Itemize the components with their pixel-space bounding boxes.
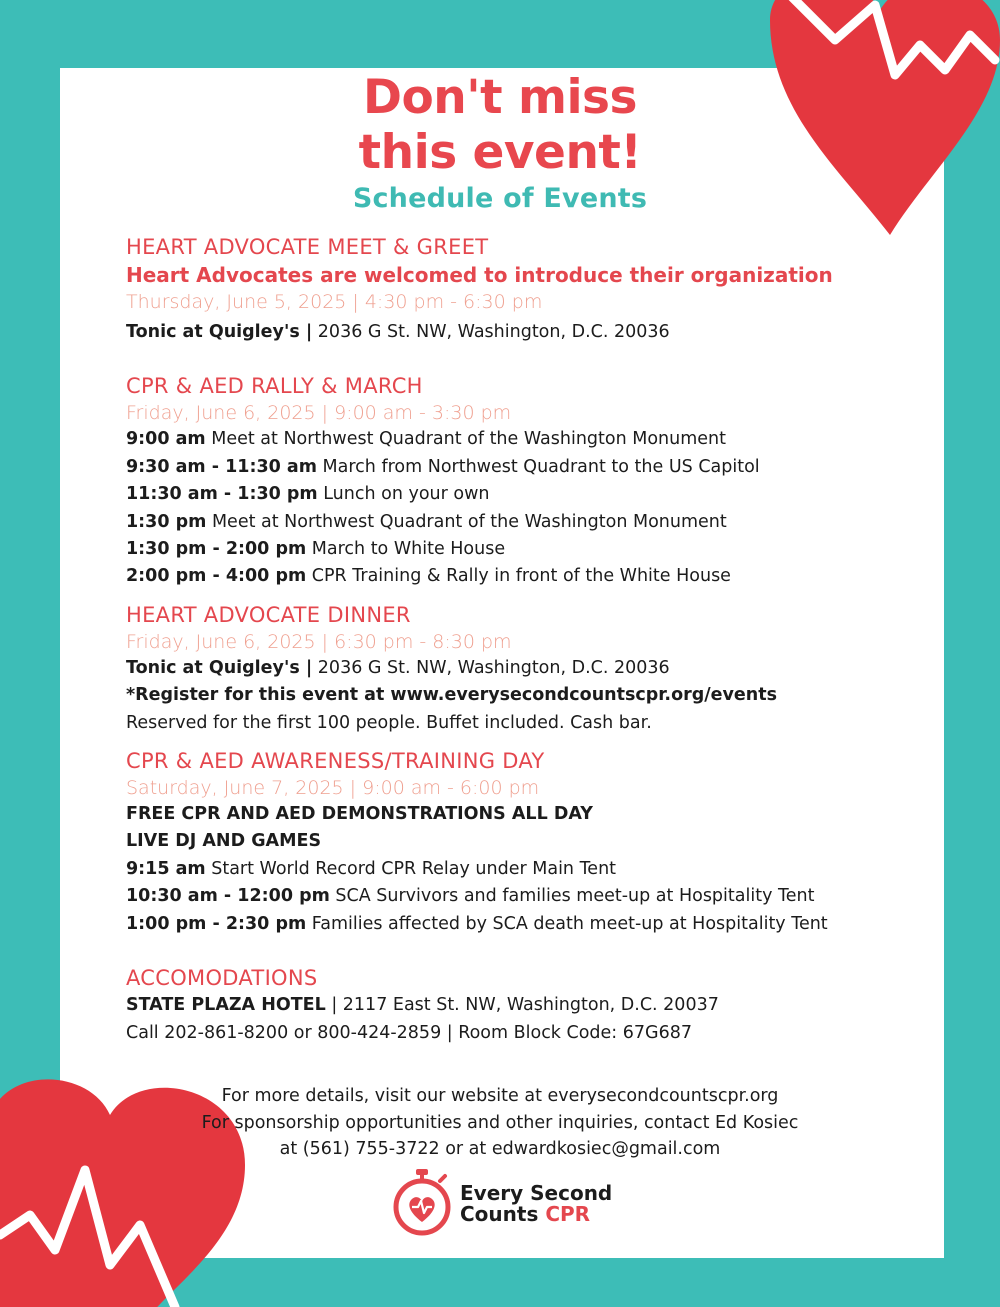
venue-line <box>126 655 866 682</box>
footer-website-line[interactable]: For more details, visit our website at everysecondcountscpr.org <box>221 1086 779 1106</box>
item-text: Meet at Northwest Quadrant of the Washington Monument <box>205 429 727 450</box>
phone-line: Call 202-861-8200 or 800-424-2859 | Room Block Code: 67G687 <box>126 1022 692 1043</box>
section-title: CPR & AED AWARENESS/TRAINING DAY <box>126 749 545 774</box>
section-title: HEART ADVOCATE DINNER <box>126 602 411 627</box>
item-time: 9:00 am <box>126 429 206 450</box>
brand-logo <box>390 1163 630 1243</box>
stopwatch-heart-icon <box>390 1167 454 1237</box>
section-date: Saturday, June 7, 2025 | 9:00 am - 6:00 pm <box>126 777 540 800</box>
item-time: 2:00 pm - 4:00 pm <box>126 566 307 587</box>
footer <box>0 1083 1000 1163</box>
item-time: 10:30 am - 12:00 pm <box>126 886 330 907</box>
item-time: 1:30 pm - 2:00 pm <box>126 539 307 560</box>
list-item <box>126 856 866 883</box>
highlight-line <box>126 828 866 855</box>
footer-contact-line[interactable]: at (561) 755-3722 or at edwardkosiec@gmail.com <box>279 1139 721 1159</box>
section-date: Friday, June 6, 2025 | 6:30 pm - 8:30 pm <box>126 630 512 653</box>
item-time: 1:30 pm <box>126 511 207 532</box>
hotel-line <box>126 992 866 1019</box>
list-item <box>126 563 866 590</box>
register-line[interactable] <box>126 682 866 709</box>
list-item <box>126 509 866 536</box>
highlight-line <box>126 801 866 828</box>
item-text: March from Northwest Quadrant to the US Capitol <box>316 456 760 477</box>
venue-address: 2036 G St. NW, Washington, D.C. 20036 <box>312 322 670 342</box>
item-text: Families affected by SCA death meet-up at Hospitality Tent <box>306 913 828 934</box>
logo-line2-main: Counts <box>460 1202 546 1226</box>
hotel-address: | 2117 East St. NW, Washington, D.C. 20037 <box>325 995 719 1016</box>
highlight-text: FREE CPR AND AED DEMONSTRATIONS ALL DAY <box>126 804 593 825</box>
section-accommodations <box>126 964 866 1047</box>
list-item <box>126 454 866 481</box>
dinner-note: Reserved for the first 100 people. Buffet included. Cash bar. <box>126 712 652 733</box>
headline-line1: Don't miss <box>362 70 638 125</box>
section-dinner <box>126 601 866 737</box>
section-training-day <box>126 747 866 938</box>
list-item <box>126 536 866 563</box>
section-title: HEART ADVOCATE MEET & GREET <box>126 235 489 259</box>
section-rally <box>126 372 866 590</box>
list-item <box>126 911 866 938</box>
item-text: SCA Survivors and families meet-up at Hospitality Tent <box>329 886 815 907</box>
venue-line <box>126 319 866 346</box>
footer-sponsorship-line: For sponsorship opportunities and other inquiries, contact Ed Kosiec <box>201 1112 799 1133</box>
section-subtitle: Heart Advocates are welcomed to introduce their organization <box>126 263 833 287</box>
list-item <box>126 426 866 453</box>
section-title: ACCOMODATIONS <box>126 966 318 991</box>
highlight-text: LIVE DJ AND GAMES <box>126 831 322 852</box>
list-item <box>126 883 866 910</box>
item-time: 11:30 am - 1:30 pm <box>126 484 318 505</box>
item-text: Start World Record CPR Relay under Main Tent <box>205 858 617 879</box>
item-time: 9:15 am <box>126 858 206 879</box>
item-time: 9:30 am - 11:30 am <box>126 456 317 477</box>
section-title: CPR & AED RALLY & MARCH <box>126 374 423 399</box>
schedule-content <box>126 233 866 1047</box>
venue-name: Tonic at Quigley's | <box>126 657 313 678</box>
schedule-title: Schedule of Events <box>352 183 648 214</box>
item-text: Lunch on your own <box>317 484 490 505</box>
register-link[interactable]: *Register for this event at www.everysecondcountscpr.org/events <box>126 685 778 706</box>
logo-text <box>460 1183 612 1225</box>
venue-address: 2036 G St. NW, Washington, D.C. 20036 <box>312 657 670 678</box>
venue-name: Tonic at Quigley's | <box>126 322 313 342</box>
headline <box>0 70 1000 180</box>
headline-line2: this event! <box>358 125 642 180</box>
section-meet-greet <box>126 233 866 346</box>
section-date: Thursday, June 5, 2025 | 4:30 pm - 6:30 pm <box>126 291 543 313</box>
logo-line2 <box>460 1204 612 1225</box>
logo-line1: Every Second <box>460 1181 613 1205</box>
list-item <box>126 481 866 508</box>
logo-line2-accent: CPR <box>545 1202 591 1226</box>
item-text: Meet at Northwest Quadrant of the Washington Monument <box>206 511 727 532</box>
section-date: Friday, June 6, 2025 | 9:00 am - 3:30 pm <box>126 402 512 425</box>
hotel-name: STATE PLAZA HOTEL <box>126 995 326 1016</box>
item-time: 1:00 pm - 2:30 pm <box>126 913 307 934</box>
item-text: March to White House <box>306 539 506 560</box>
item-text: CPR Training & Rally in front of the White House <box>306 566 731 587</box>
